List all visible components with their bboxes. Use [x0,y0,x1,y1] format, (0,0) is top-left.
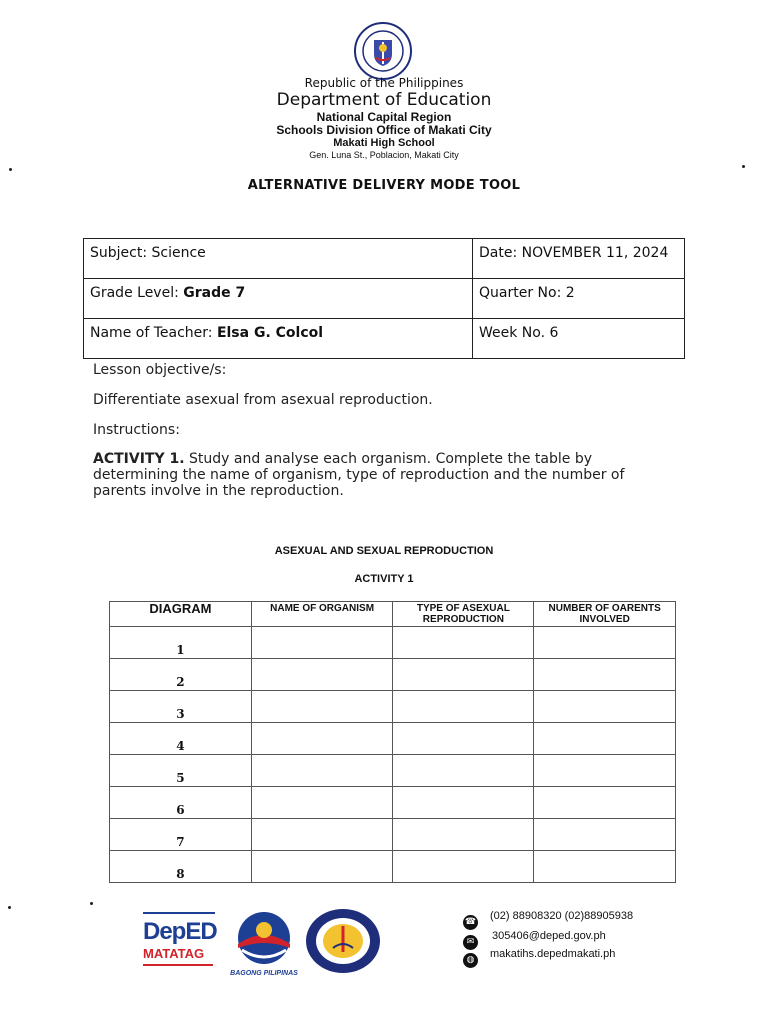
quarter-text: Quarter No: 2 [479,285,575,301]
stray-dot [742,165,745,168]
tool-title: ALTERNATIVE DELIVERY MODE TOOL [247,178,521,193]
activity-subtitle: ACTIVITY 1 [354,573,414,585]
type-cell[interactable] [393,659,534,691]
activity-title: ASEXUAL AND SEXUAL REPRODUCTION [274,545,494,557]
organism-cell[interactable] [251,627,393,659]
stray-dot [90,902,93,905]
parents-cell[interactable] [534,659,676,691]
organism-cell[interactable] [251,659,393,691]
stray-dot [9,168,12,171]
col-header-diagram: DIAGRAM [110,602,252,627]
date-text: Date: NOVEMBER 11, 2024 [479,245,669,261]
parents-cell[interactable] [534,691,676,723]
teacher-value: Elsa G. Colcol [216,325,324,341]
email-icon: ✉ [463,935,478,950]
globe-icon: ◍ [463,953,478,968]
row-number: 3 [110,691,252,723]
contact-email[interactable]: 305406@deped.gov.ph [492,930,606,942]
table-row [110,851,676,883]
table-row [110,691,676,723]
col-header-organism: NAME OF ORGANISM [251,602,393,627]
deped-wordmark: DepED [143,918,217,945]
subject-text: Subject: Science [90,245,206,261]
col-header-type: TYPE OF ASEXUAL REPRODUCTION [393,602,534,627]
table-row [110,819,676,851]
type-cell[interactable] [393,819,534,851]
bagong-pilipinas-emblem-icon [228,910,300,966]
parents-cell[interactable] [534,627,676,659]
activity-instructions [93,451,653,499]
organism-cell[interactable] [251,787,393,819]
activity-table [109,601,676,883]
deped-seal-logo [354,22,412,80]
week-text: Week No. 6 [479,325,559,341]
col-header-parents: NUMBER OF OARENTS INVOLVED [534,602,676,627]
region-text: National Capital Region [316,110,452,124]
row-number: 1 [110,627,252,659]
row-number: 4 [110,723,252,755]
parents-cell[interactable] [534,723,676,755]
type-cell[interactable] [393,723,534,755]
division-text: Schools Division Office of Makati City [276,123,492,137]
contact-website[interactable]: makatihs.depedmakati.ph [490,948,616,960]
contact-phone: (02) 88908320 (02)88905938 [490,910,634,922]
organism-cell[interactable] [251,755,393,787]
objective-label: Lesson objective/s: [93,362,227,378]
stray-dot [8,906,11,909]
row-number: 5 [110,755,252,787]
grade-cell [84,279,473,319]
bagong-pilipinas-logo [228,910,300,978]
table-row [110,755,676,787]
school-name: Makati High School [333,137,435,149]
row-number: 2 [110,659,252,691]
department-title: Department of Education [276,90,492,110]
type-cell[interactable] [393,627,534,659]
quarter-cell [473,279,685,319]
deped-matatag-logo [143,912,215,978]
objective-text: Differentiate asexual from asexual reproduction. [93,392,433,408]
organism-cell[interactable] [251,851,393,883]
activity-label: ACTIVITY 1. [93,451,185,467]
teacher-cell [84,319,473,359]
parents-cell[interactable] [534,787,676,819]
school-address: Gen. Luna St., Poblacion, Makati City [309,150,459,160]
week-cell [473,319,685,359]
parents-cell[interactable] [534,819,676,851]
type-cell[interactable] [393,851,534,883]
table-row [110,787,676,819]
table-row [110,659,676,691]
subject-cell [84,239,473,279]
row-number: 8 [110,851,252,883]
type-cell[interactable] [393,755,534,787]
instructions-label: Instructions: [93,422,180,438]
activity-text: Study and analyse each organism. Complete the table by determining the name of organism, type of reproduction and the number of parents involve in the reproduction. [93,451,625,499]
table-row [110,723,676,755]
matatag-wordmark: MATATAG [143,946,205,961]
type-cell[interactable] [393,691,534,723]
row-number: 7 [110,819,252,851]
info-table [83,238,685,359]
organism-cell[interactable] [251,691,393,723]
organism-cell[interactable] [251,819,393,851]
bagong-pilipinas-text: BAGONG PILIPINAS [230,970,298,977]
type-cell[interactable] [393,787,534,819]
republic-text: Republic of the Philippines [304,76,464,90]
parents-cell[interactable] [534,851,676,883]
teacher-label: Name of Teacher: [90,325,217,341]
organism-cell[interactable] [251,723,393,755]
date-cell [473,239,685,279]
grade-value: Grade 7 [183,285,246,301]
table-row [110,627,676,659]
phone-icon: ☎ [463,915,478,930]
row-number: 6 [110,787,252,819]
makati-high-school-seal-logo [305,908,381,974]
grade-label: Grade Level: [90,285,184,301]
parents-cell[interactable] [534,755,676,787]
